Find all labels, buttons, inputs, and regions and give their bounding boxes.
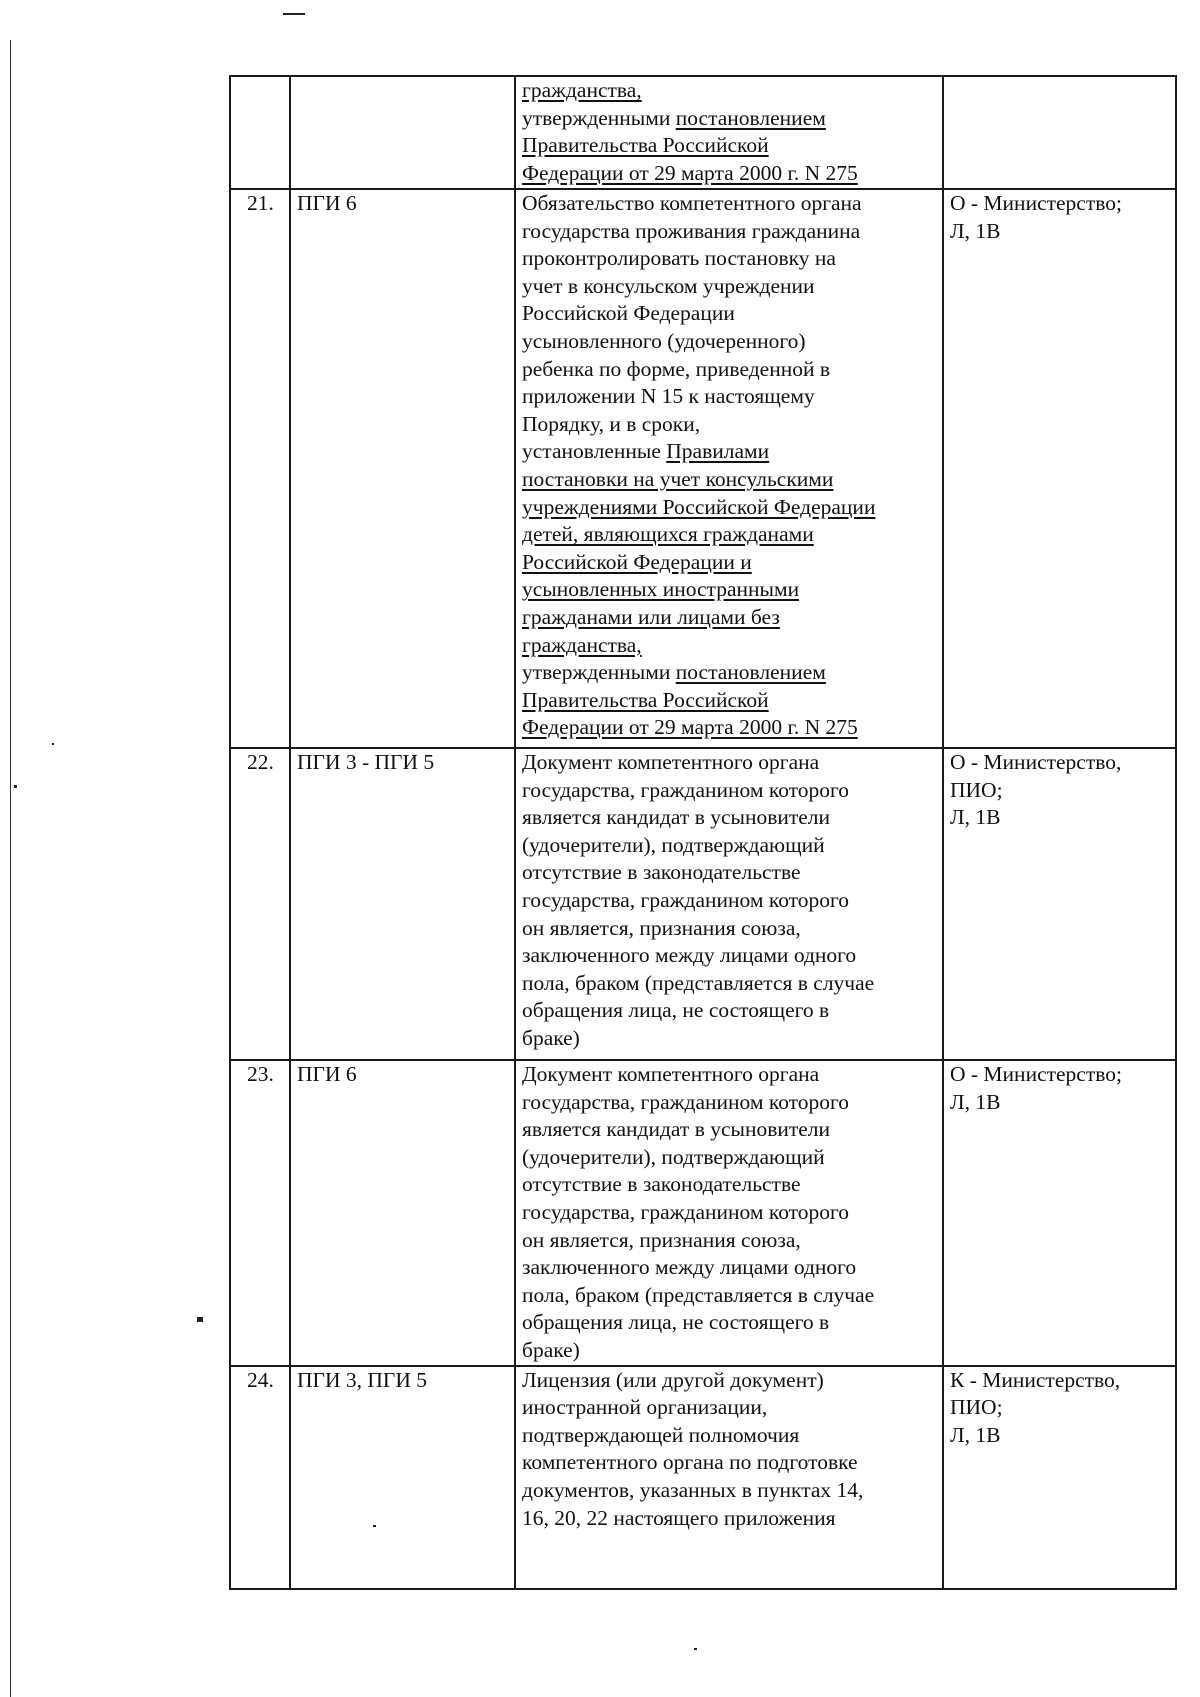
description-text: (удочерители), подтверждающий bbox=[522, 1144, 825, 1169]
scan-speck bbox=[52, 743, 54, 745]
table-row bbox=[230, 76, 1176, 189]
scan-mark-top bbox=[283, 13, 305, 15]
table-row bbox=[230, 748, 1176, 1060]
description-line bbox=[522, 749, 936, 777]
description-text: отсутствие в законодательстве bbox=[522, 1172, 801, 1197]
description-line bbox=[522, 383, 936, 411]
description-text: Порядку, и в сроки, bbox=[522, 411, 701, 436]
description-line bbox=[522, 438, 936, 466]
document-description-cell bbox=[515, 189, 943, 748]
description-line bbox=[522, 1505, 936, 1533]
row-number-cell bbox=[230, 76, 290, 189]
description-text: проконтролировать постановку на bbox=[522, 246, 836, 271]
description-text: заключенного между лицами одного bbox=[522, 1255, 857, 1280]
row-number: 24. bbox=[247, 1367, 274, 1392]
description-text: он является, признания союза, bbox=[522, 1227, 801, 1252]
description-line bbox=[522, 659, 936, 687]
description-text: документов, указанных в пунктах 14, bbox=[522, 1477, 864, 1502]
description-line bbox=[522, 1309, 936, 1337]
description-line bbox=[522, 411, 936, 439]
scan-speck bbox=[14, 785, 17, 788]
description-line bbox=[522, 1337, 936, 1365]
description-text: Российской Федерации bbox=[522, 301, 735, 326]
description-line bbox=[522, 1144, 936, 1172]
authority-line: О - Министерство, bbox=[950, 750, 1122, 774]
description-line bbox=[522, 576, 936, 604]
description-line bbox=[522, 105, 936, 133]
description-text: утвержденными bbox=[522, 660, 676, 685]
description-text: 16, 20, 22 настоящего приложения bbox=[522, 1505, 836, 1530]
description-line bbox=[522, 1367, 936, 1395]
description-text: заключенного между лицами одного bbox=[522, 943, 857, 968]
description-text: Обязательство компетентного органа bbox=[522, 191, 862, 215]
description-line bbox=[522, 1254, 936, 1282]
description-line bbox=[522, 245, 936, 273]
description-line bbox=[522, 1025, 936, 1053]
legal-reference-link[interactable]: Федерации от 29 марта 2000 г. N 275 bbox=[522, 715, 858, 740]
description-text: он является, признания союза, bbox=[522, 915, 801, 940]
row-number: 21. bbox=[247, 191, 274, 215]
form-code: ПГИ 6 bbox=[297, 191, 357, 215]
table-row bbox=[230, 1366, 1176, 1589]
scan-left-rule bbox=[10, 40, 11, 1697]
description-text: обращения лица, не состоящего в bbox=[522, 1310, 830, 1335]
description-line bbox=[522, 1171, 936, 1199]
description-line bbox=[522, 328, 936, 356]
legal-reference-link[interactable]: Правительства Российской bbox=[522, 133, 769, 158]
legal-reference-link[interactable]: детей, являющихся гражданами bbox=[522, 522, 814, 547]
authority-line: О - Министерство; bbox=[950, 1062, 1122, 1086]
description-line bbox=[522, 1089, 936, 1117]
document-description-cell bbox=[515, 1060, 943, 1366]
description-line bbox=[522, 604, 936, 632]
description-text: государства, гражданином которого bbox=[522, 1199, 850, 1224]
description-line bbox=[522, 777, 936, 805]
legal-reference-link[interactable]: учреждениями Российской Федерации bbox=[522, 494, 876, 519]
scan-speck bbox=[694, 1648, 697, 1650]
description-line bbox=[522, 1199, 936, 1227]
authority-line: Л, 1В bbox=[950, 805, 1001, 830]
legal-reference-link[interactable]: постановлением bbox=[675, 105, 826, 130]
form-code-cell bbox=[290, 1366, 515, 1589]
description-text: Документ компетентного органа bbox=[522, 1062, 820, 1086]
authority-line: ПИО; bbox=[950, 1395, 1003, 1420]
description-text: подтверждающей полномочия bbox=[522, 1422, 800, 1447]
description-text: браке) bbox=[522, 1025, 580, 1050]
authority-line: ПИО; bbox=[950, 777, 1003, 802]
description-line bbox=[522, 687, 936, 715]
authority-line: К - Министерство, bbox=[950, 1367, 1121, 1392]
document-description-cell bbox=[515, 748, 943, 1060]
description-line bbox=[522, 549, 936, 577]
legal-reference-link[interactable]: Федерации от 29 марта 2000 г. N 275 bbox=[522, 160, 858, 185]
description-line bbox=[522, 632, 936, 660]
documents-table-body bbox=[230, 76, 1176, 1589]
scan-speck bbox=[197, 1317, 203, 1322]
description-line bbox=[522, 356, 936, 384]
description-line bbox=[522, 1449, 936, 1477]
description-text: утвержденными bbox=[522, 105, 676, 130]
description-line bbox=[522, 1116, 936, 1144]
description-line bbox=[522, 1394, 936, 1422]
table-row bbox=[230, 1060, 1176, 1366]
legal-reference-link[interactable]: гражданства, bbox=[522, 632, 642, 657]
description-line bbox=[522, 915, 936, 943]
description-line bbox=[522, 997, 936, 1025]
form-code-cell bbox=[290, 748, 515, 1060]
description-line bbox=[522, 859, 936, 887]
legal-reference-link[interactable]: постановлением bbox=[675, 660, 826, 685]
form-code-cell bbox=[290, 1060, 515, 1366]
authority-cell bbox=[943, 1366, 1176, 1589]
documents-table bbox=[229, 75, 1177, 1590]
row-number: 22. bbox=[247, 750, 274, 774]
description-line bbox=[522, 1282, 936, 1310]
description-line bbox=[522, 804, 936, 832]
description-text: компетентного органа по подготовке bbox=[522, 1450, 858, 1475]
description-text: иностранной организации, bbox=[522, 1395, 768, 1420]
description-line bbox=[522, 521, 936, 549]
description-text: ребенка по форме, приведенной в bbox=[522, 356, 830, 381]
legal-reference-link[interactable]: Правилами bbox=[666, 439, 770, 464]
description-text: Документ компетентного органа bbox=[522, 750, 820, 774]
description-line bbox=[522, 273, 936, 301]
table-row bbox=[230, 189, 1176, 748]
authority-line: О - Министерство; bbox=[950, 191, 1122, 215]
description-text: отсутствие в законодательстве bbox=[522, 860, 801, 885]
document-description-cell bbox=[515, 1366, 943, 1589]
description-text: учет в консульском учреждении bbox=[522, 273, 815, 298]
authority-cell bbox=[943, 76, 1176, 189]
description-line bbox=[522, 466, 936, 494]
row-number-cell bbox=[230, 1060, 290, 1366]
legal-reference-link[interactable]: Российской Федерации и bbox=[522, 549, 752, 574]
description-line bbox=[522, 218, 936, 246]
description-line bbox=[522, 190, 936, 218]
description-line bbox=[522, 160, 936, 188]
description-line bbox=[522, 1227, 936, 1255]
authority-line: Л, 1В bbox=[950, 1422, 1001, 1447]
legal-reference-link[interactable]: Правительства Российской bbox=[522, 687, 769, 712]
authority-line: Л, 1В bbox=[950, 1089, 1001, 1114]
description-text: является кандидат в усыновители bbox=[522, 1117, 831, 1142]
description-line bbox=[522, 1422, 936, 1450]
row-number-cell bbox=[230, 1366, 290, 1589]
description-line bbox=[522, 1477, 936, 1505]
description-text: усыновленного (удочеренного) bbox=[522, 328, 806, 353]
description-line bbox=[522, 77, 936, 105]
authority-line: Л, 1В bbox=[950, 218, 1001, 243]
legal-reference-link[interactable]: гражданами или лицами без bbox=[522, 604, 780, 629]
authority-cell bbox=[943, 189, 1176, 748]
description-line bbox=[522, 970, 936, 998]
legal-reference-link[interactable]: усыновленных иностранными bbox=[522, 577, 800, 602]
description-text: обращения лица, не состоящего в bbox=[522, 998, 830, 1023]
description-text: приложении N 15 к настоящему bbox=[522, 384, 815, 409]
description-line bbox=[522, 832, 936, 860]
description-line bbox=[522, 494, 936, 522]
form-code-cell bbox=[290, 189, 515, 748]
authority-cell bbox=[943, 1060, 1176, 1366]
description-text: браке) bbox=[522, 1337, 580, 1362]
description-line bbox=[522, 714, 936, 742]
row-number: 23. bbox=[247, 1062, 274, 1086]
form-code: ПГИ 3 - ПГИ 5 bbox=[297, 750, 435, 774]
row-number-cell bbox=[230, 748, 290, 1060]
description-text: (удочерители), подтверждающий bbox=[522, 832, 825, 857]
document-description-cell bbox=[515, 76, 943, 189]
description-line bbox=[522, 1061, 936, 1089]
description-line bbox=[522, 300, 936, 328]
description-line bbox=[522, 887, 936, 915]
description-text: Лицензия (или другой документ) bbox=[522, 1367, 824, 1392]
legal-reference-link[interactable]: постановки на учет консульскими bbox=[522, 466, 834, 491]
description-text: является кандидат в усыновители bbox=[522, 805, 831, 830]
description-line bbox=[522, 132, 936, 160]
legal-reference-link[interactable]: гражданства, bbox=[522, 78, 642, 102]
description-text: установленные bbox=[522, 439, 667, 464]
description-text: государства проживания гражданина bbox=[522, 218, 861, 243]
description-text: пола, браком (представляется в случае bbox=[522, 1282, 875, 1307]
form-code-cell bbox=[290, 76, 515, 189]
form-code: ПГИ 6 bbox=[297, 1062, 357, 1086]
authority-cell bbox=[943, 748, 1176, 1060]
description-text: пола, браком (представляется в случае bbox=[522, 970, 875, 995]
form-code: ПГИ 3, ПГИ 5 bbox=[297, 1367, 427, 1392]
description-text: государства, гражданином которого bbox=[522, 887, 850, 912]
description-text: государства, гражданином которого bbox=[522, 777, 850, 802]
row-number-cell bbox=[230, 189, 290, 748]
description-line bbox=[522, 942, 936, 970]
description-text: государства, гражданином которого bbox=[522, 1089, 850, 1114]
